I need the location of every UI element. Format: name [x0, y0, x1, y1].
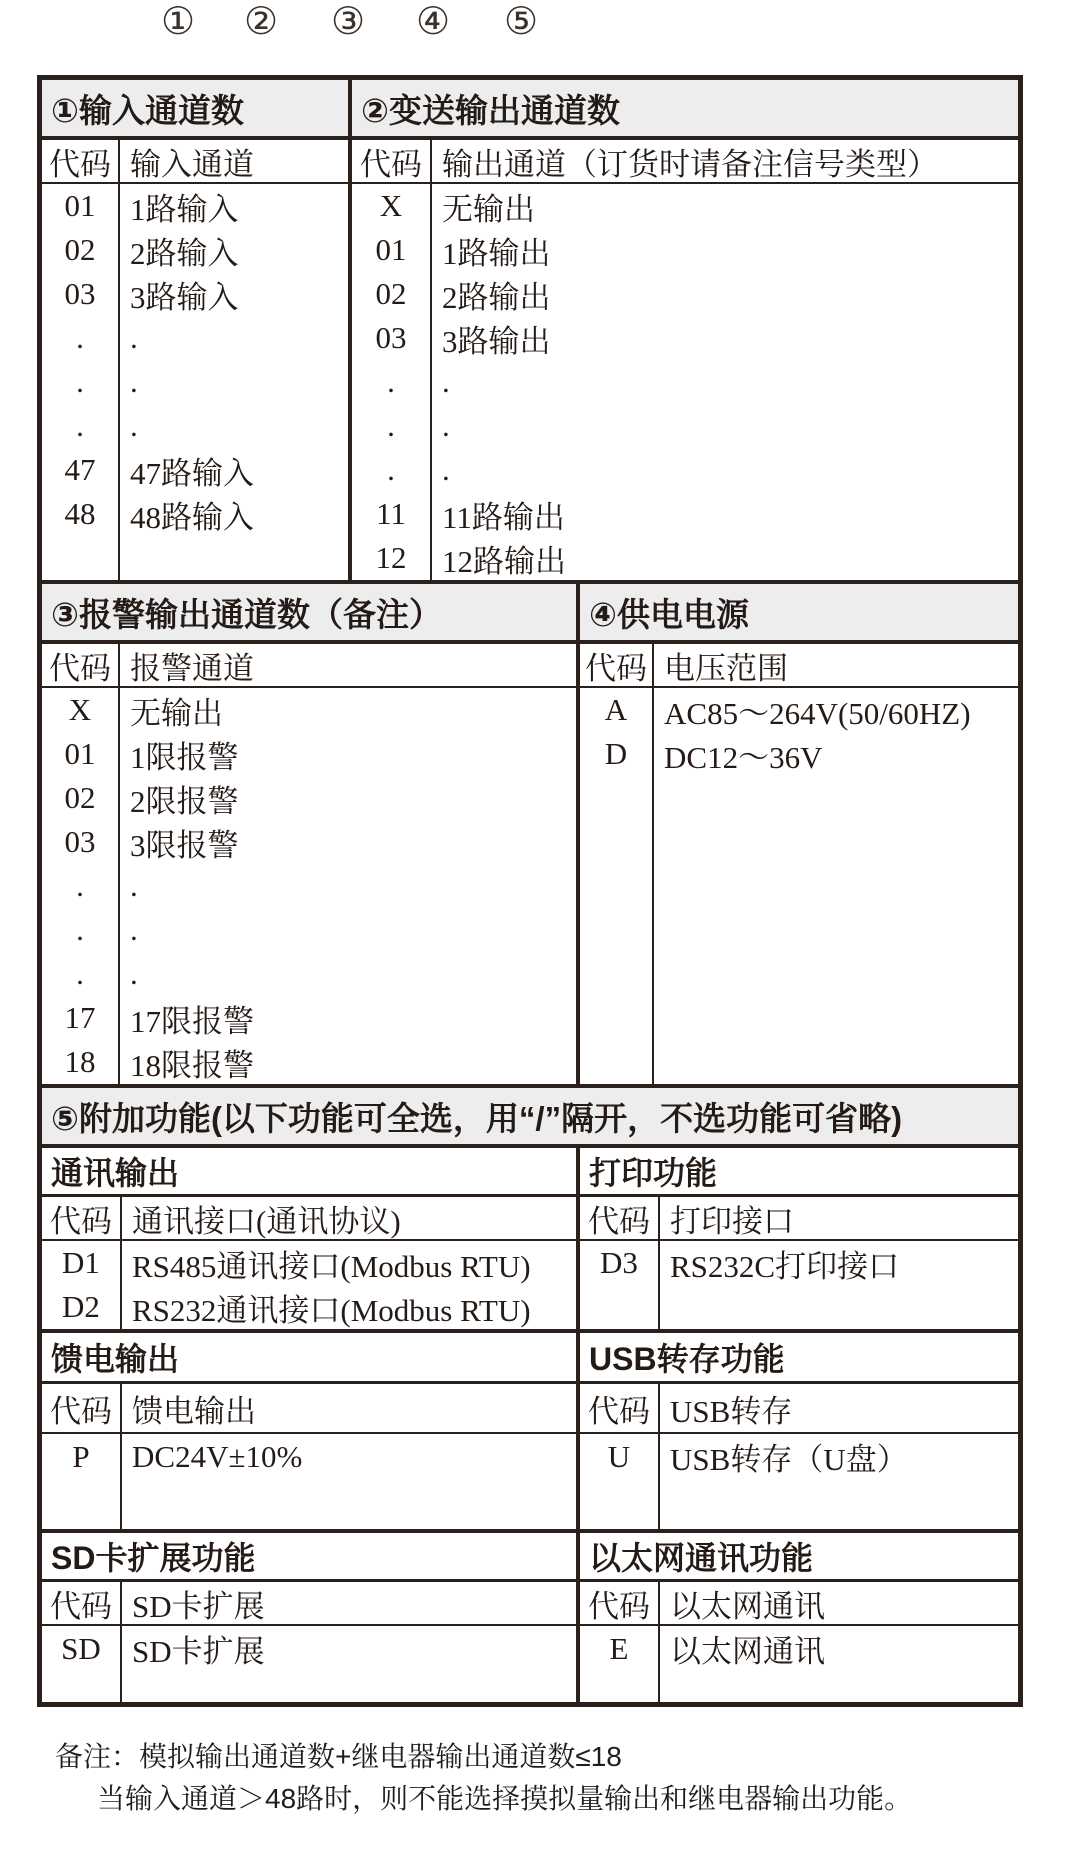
empty-cell [660, 1479, 1018, 1529]
band-sd-and-ethernet [42, 1529, 1018, 1702]
code-cell: 01 [352, 228, 432, 272]
empty-row [580, 1285, 1018, 1329]
code-cell: 03 [42, 272, 120, 316]
code-cell: D2 [42, 1285, 122, 1329]
table-header-row [42, 644, 576, 688]
table-row [42, 228, 348, 272]
table-row [42, 732, 576, 776]
table-header-row [580, 1582, 1018, 1626]
code-cell: 03 [352, 316, 432, 360]
table-row [42, 820, 576, 864]
column-header-label: 以太网通讯 [670, 1588, 825, 1624]
table-usb-transfer [576, 1384, 1018, 1529]
table-comm-output [42, 1197, 576, 1329]
table-alarm-channels [42, 644, 576, 1084]
section-title-alarm-output-channels: ③报警输出通道数（备注） [51, 595, 442, 633]
table-transmit-output-channels [348, 140, 1018, 580]
column-header-label: 电压范围 [664, 650, 788, 686]
empty-row [42, 1479, 576, 1529]
section-header-row [42, 80, 1018, 140]
table-row-ellipsis [352, 448, 1018, 492]
label-cell: . [442, 408, 450, 443]
column-header-code: 代码 [352, 140, 432, 182]
code-cell: . [352, 360, 432, 404]
label-cell: . [130, 956, 138, 991]
table-row [42, 1040, 576, 1084]
table-print-function [576, 1197, 1018, 1329]
empty-cell [42, 1671, 122, 1702]
empty-row [580, 1479, 1018, 1529]
band-input-and-transmit-output [42, 80, 1018, 580]
table-row-ellipsis [42, 864, 576, 908]
section-header-row [42, 584, 1018, 644]
table-row [580, 688, 1018, 732]
table-header-row [580, 1384, 1018, 1434]
empty-cell [660, 1671, 1018, 1702]
column-header-code: 代码 [42, 644, 120, 686]
code-cell: . [42, 316, 120, 360]
code-cell: D1 [42, 1241, 122, 1285]
label-cell: 17限报警 [130, 1003, 254, 1039]
empty-row [42, 536, 348, 580]
column-header-code: 代码 [580, 1384, 660, 1432]
code-cell: 12 [352, 536, 432, 580]
empty-row [580, 776, 1018, 1084]
code-cell: . [42, 908, 120, 952]
table-row [42, 1434, 576, 1479]
label-cell: RS232C打印接口 [670, 1248, 900, 1284]
label-cell: 2路输出 [442, 279, 551, 315]
code-cell: SD [42, 1626, 122, 1671]
column-header-code: 代码 [580, 644, 654, 686]
empty-cell [120, 536, 348, 580]
table-row [352, 316, 1018, 360]
circled-number-4: ④ [416, 1, 451, 43]
table-row-ellipsis [42, 404, 348, 448]
table-sd-card [42, 1582, 576, 1702]
code-cell: D3 [580, 1241, 660, 1285]
section-title-ethernet: 以太网通讯功能 [576, 1533, 1018, 1579]
code-cell: . [42, 952, 120, 996]
label-cell: DC24V±10% [132, 1438, 303, 1474]
code-cell: 02 [42, 228, 120, 272]
code-cell: . [42, 360, 120, 404]
table-header-row [42, 1197, 576, 1241]
code-cell: A [580, 688, 654, 732]
table-ethernet [576, 1582, 1018, 1702]
column-header-code: 代码 [580, 1582, 660, 1624]
label-cell: 48路输入 [130, 499, 254, 535]
table-row [580, 1241, 1018, 1285]
label-cell: 1限报警 [130, 739, 239, 775]
section-title-transmit-output-channels: ②变送输出通道数 [348, 80, 1018, 136]
table-power-supply [576, 644, 1018, 1084]
table-row [42, 184, 348, 228]
column-header-label: 输出通道（订货时请备注信号类型） [442, 146, 938, 182]
empty-cell [122, 1671, 576, 1702]
code-cell: 48 [42, 492, 120, 536]
label-cell: . [442, 364, 450, 399]
empty-row [42, 1671, 576, 1702]
code-cell: . [352, 404, 432, 448]
empty-cell [580, 776, 654, 1084]
circled-number-5: ⑤ [504, 1, 539, 43]
table-row [42, 688, 576, 732]
circled-number-3: ③ [331, 1, 366, 43]
ordering-selection-table [37, 75, 1023, 1707]
column-header-label: SD卡扩展 [132, 1588, 265, 1624]
band-additional-functions [42, 1084, 1018, 1144]
table-row [42, 448, 348, 492]
label-cell: DC12～36V [664, 739, 823, 775]
section-header-row [42, 1533, 1018, 1582]
label-cell: 3路输入 [130, 279, 239, 315]
empty-cell [42, 536, 120, 580]
table-feed-output [42, 1384, 576, 1529]
label-cell: . [130, 408, 138, 443]
label-cell: . [442, 452, 450, 487]
table-row [42, 1241, 576, 1285]
code-cell: 01 [42, 184, 120, 228]
label-cell: USB转存（U盘） [670, 1442, 908, 1477]
table-row-ellipsis [42, 316, 348, 360]
label-cell: 11路输出 [442, 499, 565, 535]
code-cell: 01 [42, 732, 120, 776]
label-cell: 1路输出 [442, 235, 551, 271]
label-cell: 2路输入 [130, 235, 239, 271]
code-cell: 02 [42, 776, 120, 820]
table-row [580, 1626, 1018, 1671]
code-cell: X [42, 688, 120, 732]
column-header-label: USB转存 [670, 1393, 793, 1429]
label-cell: . [130, 320, 138, 355]
label-cell: 3限报警 [130, 827, 239, 863]
band-alarm-and-power [42, 580, 1018, 1084]
section-title-feed-output: 馈电输出 [51, 1341, 180, 1377]
band-comm-and-print [42, 1144, 1018, 1329]
table-row-ellipsis [352, 360, 1018, 404]
label-cell: 47路输入 [130, 455, 254, 491]
section-title-additional-functions: ⑤附加功能(以下功能可全选，用“/”隔开，不选功能可省略) [51, 1099, 903, 1137]
column-header-code: 代码 [42, 1582, 122, 1624]
label-cell: SD卡扩展 [132, 1634, 265, 1669]
section-title-usb-transfer: USB转存功能 [576, 1333, 1018, 1381]
empty-row [580, 1671, 1018, 1702]
table-row-ellipsis [42, 952, 576, 996]
column-header-code: 代码 [42, 1197, 122, 1239]
code-cell: . [42, 404, 120, 448]
table-header-row [580, 1197, 1018, 1241]
column-header-label: 通讯接口(通讯协议) [132, 1203, 401, 1239]
code-cell: X [352, 184, 432, 228]
table-row [42, 492, 348, 536]
column-header-code: 代码 [580, 1197, 660, 1239]
table-header-row [42, 1582, 576, 1626]
empty-cell [580, 1671, 660, 1702]
code-cell: . [352, 448, 432, 492]
empty-cell [580, 1285, 660, 1329]
column-header-label: 馈电输出 [132, 1393, 256, 1429]
section-title-sd-card: SD卡扩展功能 [51, 1540, 256, 1576]
label-cell: . [130, 364, 138, 399]
label-cell: RS232通讯接口(Modbus RTU) [132, 1292, 531, 1328]
table-row [580, 1434, 1018, 1479]
table-row [352, 272, 1018, 316]
table-row [352, 184, 1018, 228]
label-cell: RS485通讯接口(Modbus RTU) [132, 1248, 531, 1284]
code-cell: 18 [42, 1040, 120, 1084]
label-cell: . [130, 912, 138, 947]
table-row [42, 1285, 576, 1329]
table-header-row [352, 140, 1018, 184]
table-row-ellipsis [42, 360, 348, 404]
table-row [42, 776, 576, 820]
column-header-code: 代码 [42, 140, 120, 182]
label-cell: . [130, 868, 138, 903]
table-row [352, 536, 1018, 580]
section-header-row [42, 1088, 1018, 1144]
table-row [42, 272, 348, 316]
table-row [42, 996, 576, 1040]
code-cell: D [580, 732, 654, 776]
table-row [580, 732, 1018, 776]
code-cell: U [580, 1434, 660, 1479]
section-title-input-channels: ①输入通道数 [51, 91, 244, 129]
section-title-comm-output: 通讯输出 [51, 1155, 180, 1191]
table-input-channels [42, 140, 348, 580]
table-row [42, 1626, 576, 1671]
footnote-line-2: 当输入通道＞48路时，则不能选择摸拟量输出和继电器输出功能。 [97, 1783, 913, 1814]
column-header-label: 输入通道 [130, 146, 254, 182]
table-row [352, 492, 1018, 536]
circled-number-1: ① [161, 1, 196, 43]
table-row-ellipsis [42, 908, 576, 952]
label-cell: 12路输出 [442, 543, 566, 579]
section-title-power-supply: ④供电电源 [576, 584, 1018, 640]
code-cell: 47 [42, 448, 120, 492]
table-header-row [42, 1384, 576, 1434]
label-cell: 无输出 [130, 695, 223, 731]
table-row-ellipsis [352, 404, 1018, 448]
label-cell: 3路输出 [442, 323, 551, 359]
empty-cell [122, 1479, 576, 1529]
code-cell: 03 [42, 820, 120, 864]
code-cell: E [580, 1626, 660, 1671]
column-header-label: 报警通道 [130, 650, 254, 686]
section-header-row [42, 1333, 1018, 1384]
section-header-row [42, 1148, 1018, 1197]
label-cell: 以太网通讯 [670, 1634, 825, 1669]
empty-cell [42, 1479, 122, 1529]
code-cell: P [42, 1434, 122, 1479]
table-header-row [42, 140, 348, 184]
footnote-line-1: 备注：模拟输出通道数+继电器输出通道数≤18 [55, 1741, 622, 1772]
label-cell: 2限报警 [130, 783, 239, 819]
footnote [55, 1738, 912, 1817]
section-title-print-function: 打印功能 [576, 1148, 1018, 1194]
code-cell: 17 [42, 996, 120, 1040]
code-cell: 11 [352, 492, 432, 536]
code-cell: . [42, 864, 120, 908]
empty-cell [654, 776, 1018, 1084]
table-header-row [580, 644, 1018, 688]
label-cell: 18限报警 [130, 1047, 254, 1083]
label-cell: 无输出 [442, 191, 535, 227]
empty-cell [580, 1479, 660, 1529]
label-cell: 1路输入 [130, 191, 239, 227]
empty-cell [660, 1285, 1018, 1329]
circled-number-2: ② [244, 1, 279, 43]
code-cell: 02 [352, 272, 432, 316]
column-header-label: 打印接口 [670, 1203, 794, 1239]
table-row [352, 228, 1018, 272]
band-feed-and-usb [42, 1329, 1018, 1529]
column-header-code: 代码 [42, 1384, 122, 1432]
label-cell: AC85～264V(50/60HZ) [664, 695, 971, 731]
